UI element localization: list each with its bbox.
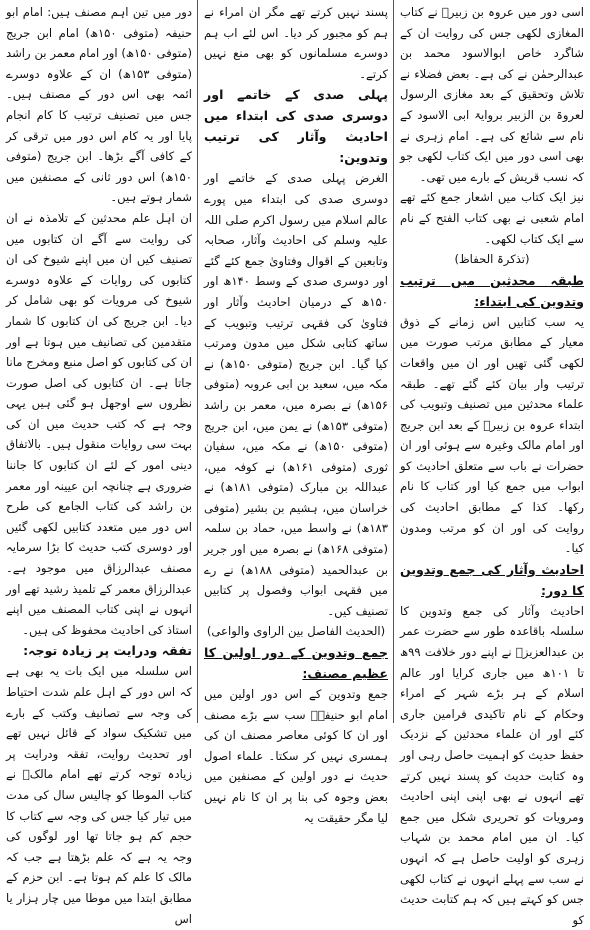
- paragraph: احادیث وآثار کی جمع وتدوین کا سلسلہ باقاعدہ طور سے حضرت عمر بن عبدالعزیزؒ نے اپنے دور خلافت ۹۹ھ تا ۱۰۱ھ میں جاری کرایا اور عالم اسلام کے ہر بڑے شہر کے امراء وحکام کے نام تاکیدی فرامین جاری کئے اور ان علماء محدثین کے نزدیک حفظ حدیث کو اہمیت حاصل رہی اور وہ کتابت حدیث کو پسند نہیں کرتے تھے انہوں نے بھی اپنی اپنی احادیث ومرویات کو تحریری شکل میں جمع کیا۔ ان میں امام محمد بن شہاب زہری کو اولیت حاصل ہے کہ انہوں نے سب سے پہلے انہوں نے کتاب لکھی جس کو کہتے ہیں کہ ہم کتابت حدیث کو: [400, 603, 584, 927]
- section-heading: تفقہ ودرایت پر زیادہ توجہ:: [23, 643, 192, 659]
- column-middle: [198, 0, 394, 930]
- column-left: [0, 0, 198, 930]
- paragraph: یہ سب کتابیں اس زمانے کے ذوق معیار کے مطابق مرتب صورت میں لکھی گئی تھیں اور ان میں واقعات ترتیب وار بیان کئے گئے تھے۔ طبقہ علماء محدثین میں تصنیف وتبویب کی ابتداء عروہ بن زبیرؒ کے بعد ابن جریج اور امام مالک وغیرہ سے ہوئی اور ان حضرات نے باب سے متعلق احادیث کو ابواب میں جمع کیا اور کتاب کا نام رکھا۔ کذا کے مطابق احادیث کی روایت کی اور ان کو مرتب ومدون کیا۔: [400, 314, 584, 556]
- paragraph: اسی دور میں عروہ بن زبیرؒ نے کتاب المغازی لکھی جس کی روایت ان کے شاگرد خاص ابوالاسود محمد بن عبدالرحمٰن نے کی ہے۔ بعض فضلاء نے تلاش وتحقیق کے بعد مغازی الرسول لعروۃ بن الزبیر بروایۃ ابی الاسود کے نام سے شائع کی ہے۔ امام زہری نے بھی اسی دور میں ایک کتاب لکھی جو کہ نسب قریش کے بارے میں تھی۔: [400, 5, 584, 184]
- paragraph: الغرض پہلی صدی کے خاتمے اور دوسری صدی کی ابتداء میں پورے عالم اسلام میں رسول اکرم صلی اللہ علیہ وسلم کی احادیث وآثار، صحابہ وتابعین کے اقوال وفتاویٰ جمع کئے گئے اور دوسری صدی کے وسط ۱۴۰ھ اور ۱۵۰ھ کے درمیان احادیث وآثار اور فتاویٰ کی فقہی ترتیب وتبویب کے ساتھ کتابی شکل میں مدون ومرتب کیا گیا۔ ابن جریج (متوفی ۱۵۰ھ) نے مکہ میں، سعید بن ابی عروبہ (متوفی ۱۵۶ھ) نے بصرہ میں، معمر بن راشد (متوفی ۱۵۳ھ) نے یمن میں، ابن جریج (متوفی ۱۵۰ھ) نے مکہ میں، سفیان ثوری (متوفی ۱۶۱ھ) نے کوفہ میں، عبداللہ بن مبارک (متوفی ۱۸۱ھ) نے خراسان میں، ہشیم بن بشیر (متوفی ۱۸۳ھ) نے واسط میں، حماد بن سلمہ (متوفی ۱۶۸ھ) نے بصرہ میں اور جریر بن عبدالحمید (متوفی ۱۸۸ھ) نے رے میں فقہی ابواب وفصول پر کتابیں تصنیف کیں۔: [204, 171, 388, 618]
- paragraph: دور میں تین اہم مصنف ہیں: امام ابو حنیفہ (متوفی ۱۵۰ھ) امام ابن جریج (متوفی ۱۵۰ھ) اور امام معمر بن راشد (متوفی ۱۵۳ھ) ان کے علاوہ دوسرے ائمہ بھی اس دور کے مصنف ہیں۔ جس میں تصنیف ترتیب کا کام انجام پایا اور یہ کام اس دور میں ترقی کر کے کافی آگے بڑھا۔ ابن جریج (متوفی ۱۵۰ھ) اس دور ثانی کے مصنفین میں شمار ہوتے ہیں۔: [6, 5, 192, 205]
- column-divider: [197, 0, 198, 723]
- paragraph: جمع وتدوین کے اس دور اولین میں امام ابو حنیفہؒ سب سے بڑے مصنف اور ان کا کوئی معاصر مصنف ان کی ہمسری نہیں کر سکتا۔ علماء اصول حدیث نے دور اولین کے مصنفین میں بعض وجوہ کی بنا پر ان کا نام نہیں لیا مگر حقیقت یہ: [204, 687, 388, 825]
- section-heading: پہلی صدی کے خاتمے اور دوسری صدی کی ابتداء میں احادیث وآثار کی ترتیب وتدوین:: [204, 87, 388, 166]
- paragraph: نیز ایک کتاب میں اشعار جمع کئے تھے امام شعبی نے بھی کتاب الفتح کے نام سے ایک کتاب لکھی۔: [400, 190, 584, 246]
- column-divider: [393, 0, 394, 723]
- section-heading: طبقہ محدثین میں ترتیب وتدوین کی ابتداء:: [400, 272, 584, 309]
- paragraph: (تذکرۃ الحفاظ): [454, 252, 530, 267]
- paragraph: پسند نہیں کرتے تھے مگر ان امراء نے ہم کو مجبور کر دیا۔ اس لئے اب ہم دوسرے مسلمانوں کو بھی منع نہیں کرتے۔: [204, 5, 388, 81]
- column-right: [394, 0, 590, 930]
- paragraph: ان اہل علم محدثین کے تلامذہ نے ان کی روایت سے آگے ان کتابوں میں تصنیف کیں ان میں اپنے شیوخ کی ان کتابوں کی روایات کے علاوہ دوسرے شیوخ کی مرویات کو بھی شامل کر دیا۔ ابن جریج کی ان کتابوں کا شمار متقدمین کی تصانیف میں ہوتا ہے اور ان کی کتابوں کو اصل منبع ومخرج مانا جاتا ہے۔ ان کتابوں کی اصل صورت نظروں سے اوجھل ہو گئی ہیں یہی وجہ ہے کہ کتب حدیث میں ان کی بہت سی روایات منقول ہیں۔ بالاتفاق دینی امور کے لئے ان کتابوں کا جاننا ضروری ہے چنانچہ ابن عیینہ اور معمر بن راشد کی کتاب الجامع کی طرح اس دور میں متعدد کتابیں لکھی گئیں اور دوسری کتب حدیث کا بڑا سرمایہ مصنف عبدالرزاق میں موجود ہے۔ عبدالرزاق معمر کے تلمیذ رشید تھے اور انہوں نے اپنی کتاب المصنف میں اپنے استاذ کی احادیث محفوظ کی ہیں۔: [6, 210, 192, 637]
- section-heading: جمع وتدوین کے دور اولین کا عظیم مصنف:: [204, 645, 388, 682]
- section-heading: احادیث وآثار کی جمع وتدوین کا دور:: [400, 561, 584, 598]
- paragraph: اس سلسلہ میں ایک بات یہ بھی ہے کہ اس دور کے اہل علم شدت احتیاط کی وجہ سے تصانیف وکتب کے بارے میں تشکیک سواد کے قائل نہیں تھے اور تحدیث روایت، تفقہ ودرایت پر زیادہ توجہ کرتے تھے امام مالکؒ نے کتاب الموطا کو چالیس سال کی مدت میں تیار کیا جس کی وجہ سے کتاب کا حجم کم ہو جاتا تھا اور لوگوں کی وجہ یہ ہے کہ علم بڑھتا ہے جب کہ مالک کا علم کم ہوتا ہے۔ ابن حزم کے مطابق ابتدا میں موطا میں چار ہزار یا اس: [6, 664, 192, 926]
- paragraph: (الحدیث الفاصل بین الراوی والواعی): [206, 624, 386, 639]
